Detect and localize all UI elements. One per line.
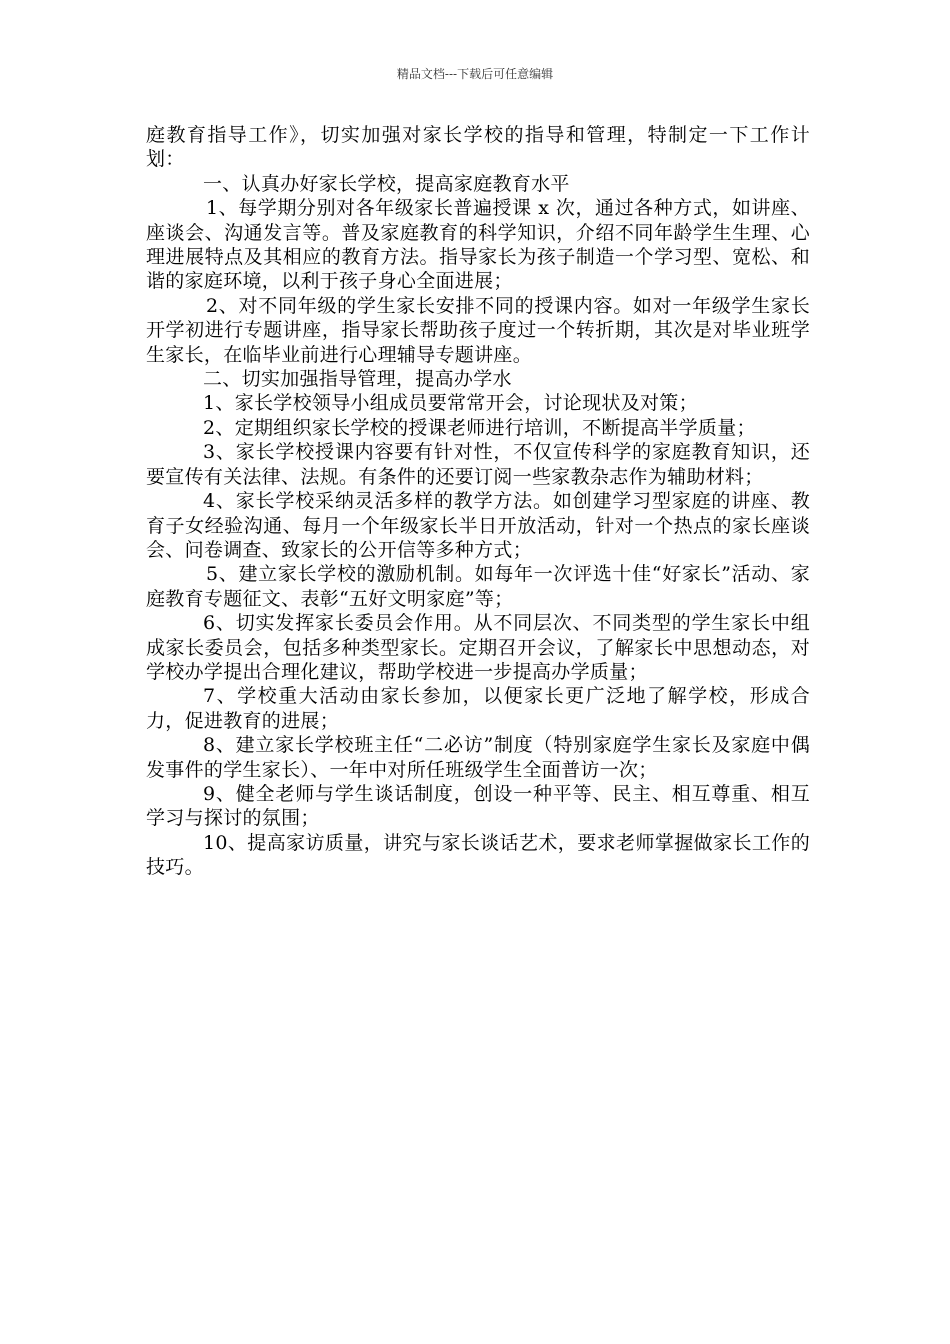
- paragraph-item: 4、家长学校采纳灵活多样的教学方法。如创建学习型家庭的讲座、教育子女经验沟通、每月一个年级家长半日开放活动，针对一个热点的家长座谈会、问卷调查、致家长的公开信等多种方式；: [146, 490, 810, 561]
- page-header: 精品文档---下载后可任意编辑: [396, 67, 554, 81]
- paragraph-item: 6、切实发挥家长委员会作用。从不同层次、不同类型的学生家长中组成家长委员会，包括多种类型家长。定期召开会议，了解家长中思想动态，对学校办学提出合理化建议，帮助学校进一步提高办学质量；: [146, 612, 810, 683]
- paragraph-item: 8、建立家长学校班主任“二必访”制度（特别家庭学生家长及家庭中偶发事件的学生家长）、一年中对所任班级学生全面普访一次；: [146, 734, 810, 781]
- paragraph-item: 9、健全老师与学生谈话制度，创设一种平等、民主、相互尊重、相互学习与探讨的氛围；: [146, 782, 810, 830]
- document-body: [146, 123, 810, 880]
- paragraph-item: 2、定期组织家长学校的授课老师进行培训，不断提高半学质量；: [203, 416, 756, 439]
- paragraph-item: 3、家长学校授课内容要有针对性，不仅宣传科学的家庭教育知识，还要宣传有关法律、法规。有条件的还要订阅一些家教杂志作为辅助材料；: [146, 441, 810, 488]
- paragraph-item: 1、每学期分别对各年级家长普遍授课 x 次，通过各种方式，如讲座、座谈会、沟通发言等。普及家庭教育的科学知识，介绍不同年龄学生生理、心理进展特点及其相应的教育方法。指导家长为孩子制造一个学习型、宽松、和谐的家庭环境，以利于孩子身心全面进展；: [146, 197, 810, 293]
- paragraph-item: 2、对不同年级的学生家长安排不同的授课内容。如对一年级学生家长开学初进行专题讲座，指导家长帮助孩子度过一个转折期，其次是对毕业班学生家长，在临毕业前进行心理辅导专题讲座。: [146, 294, 810, 366]
- paragraph-item: 5、建立家长学校的激励机制。如每年一次评选十佳“好家长”活动、家庭教育专题征文、表彰“五好文明家庭”等；: [146, 563, 810, 610]
- section-heading-1: 一、认真办好家长学校，提高家庭教育水平: [203, 172, 570, 195]
- paragraph-item: 1、家长学校领导小组成员要常常开会，讨论现状及对策；: [203, 392, 698, 415]
- paragraph-item: 10、提高家访质量，讲究与家长谈话艺术，要求老师掌握做家长工作的技巧。: [146, 831, 810, 879]
- paragraph-intro: 庭教育指导工作》，切实加强对家长学校的指导和管理，特制定一下工作计划：: [146, 124, 810, 171]
- paragraph-item: 7、学校重大活动由家长参加，以便家长更广泛地了解学校，形成合力，促进教育的进展；: [146, 685, 810, 732]
- section-heading-2: 二、切实加强指导管理，提高办学水: [203, 368, 512, 391]
